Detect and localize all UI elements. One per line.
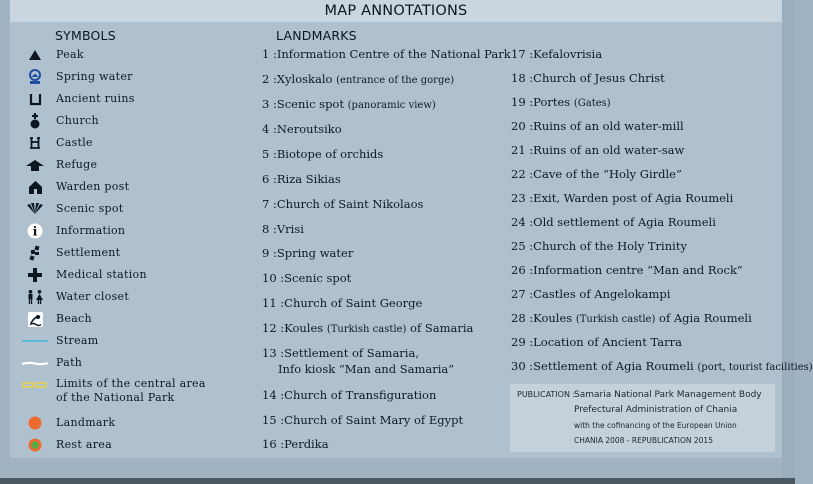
landmark-number: 3 :: [262, 97, 277, 111]
landmark-suffix: of Agia Roumeli: [655, 311, 752, 325]
landmark-item: [262, 246, 353, 262]
landmark-item: [511, 143, 684, 159]
landmark-number: 4 :: [262, 122, 277, 136]
scenic-spot-icon: [22, 199, 48, 219]
landmark-item: [511, 215, 716, 231]
landmark-number: 28 :: [511, 311, 534, 325]
ruins-icon: [22, 89, 48, 109]
symbol-row-medical-station: [22, 265, 262, 285]
symbol-label: Information: [56, 224, 126, 237]
symbol-label: Rest area: [56, 438, 112, 451]
symbol-label: Ancient ruins: [56, 92, 135, 105]
landmark-number: 26 :: [511, 263, 534, 277]
landmark-name: Neroutsiko: [276, 122, 342, 136]
landmark-note: (entrance of the gorge): [336, 75, 455, 86]
symbol-label: Medical station: [56, 268, 147, 281]
landmark-item: [511, 239, 687, 255]
landmark-note: (Turkish castle): [575, 314, 656, 325]
refuge-icon: [22, 155, 48, 175]
warden-post-icon: [22, 177, 48, 197]
water-closet-icon: [22, 287, 48, 307]
landmark-name: Xyloskalo: [276, 72, 337, 86]
landmark-number: 10 :: [262, 271, 285, 285]
landmark-name: Settlement of Agia Roumeli: [533, 359, 698, 373]
landmark-name: Church of Transfiguration: [284, 388, 437, 402]
landmark-item: [262, 413, 463, 429]
landmark-number: 16 :: [262, 437, 285, 451]
landmark-number: 18 :: [511, 71, 534, 85]
landmark-item: [511, 71, 665, 87]
landmark-name: Castles of Angelokampi: [533, 287, 671, 301]
landmark-number: 5 :: [262, 147, 277, 161]
symbol-label: Landmark: [56, 416, 116, 429]
medical-station-icon: [22, 265, 48, 285]
landmark-number: 15 :: [262, 413, 285, 427]
landmark-name: Scenic spot: [284, 271, 352, 285]
castle-icon: [22, 133, 48, 153]
landmark-item: [262, 271, 351, 287]
landmark-note: (panoramic view): [347, 100, 436, 111]
symbol-label: Warden post: [56, 180, 130, 193]
landmark-name: Church of Saint Nikolaos: [276, 197, 424, 211]
landmark-number: 14 :: [262, 388, 285, 402]
landmark-item: [262, 47, 511, 63]
landmark-item: [262, 97, 436, 113]
landmark-number: 13 :: [262, 346, 285, 360]
landmark-name: Scenic spot: [276, 97, 348, 111]
landmark-item: [262, 296, 422, 312]
landmark-item: [511, 119, 684, 135]
landmark-name: Koules: [284, 321, 327, 335]
landmark-item: [511, 359, 813, 375]
settlement-icon: [22, 243, 48, 263]
landmark-item: [511, 311, 752, 327]
symbol-label-line2: of the National Park: [56, 391, 175, 404]
page-title: MAP ANNOTATIONS: [10, 0, 782, 22]
landmark-item: [511, 47, 602, 63]
symbol-row-beach: [22, 309, 262, 329]
symbol-label: Settlement: [56, 246, 121, 259]
right-edge: [782, 0, 795, 478]
symbol-row-limits: [22, 377, 262, 409]
landmark-number: 1 :: [262, 47, 277, 61]
landmark-number: 29 :: [511, 335, 534, 349]
rest-area-icon: [22, 435, 48, 455]
landmark-number: 21 :: [511, 143, 534, 157]
landmark-icon: [22, 413, 48, 433]
symbol-row-warden-post: [22, 177, 262, 197]
landmark-name: Information centre “Man and Rock”: [533, 263, 743, 277]
landmark-item: [262, 346, 454, 377]
symbol-label: [56, 377, 206, 405]
landmark-number: 7 :: [262, 197, 277, 211]
landmark-name: Church of Saint George: [284, 296, 423, 310]
landmark-item: [511, 335, 682, 351]
symbol-row-castle: [22, 133, 262, 153]
landmarks-heading: LANDMARKS: [276, 28, 357, 43]
landmark-name: Perdika: [284, 437, 329, 451]
landmark-item: [262, 437, 329, 453]
landmark-name: Old settlement of Agia Roumeli: [533, 215, 716, 229]
landmark-number: 9 :: [262, 246, 277, 260]
landmark-name: Ruins of an old water-mill: [533, 119, 684, 133]
landmark-note: (port, tourist facilities): [697, 362, 813, 373]
landmark-note: (Gates): [573, 98, 611, 109]
landmark-item: [262, 172, 341, 188]
landmark-name: Settlement of Samaria,: [284, 346, 419, 360]
symbol-label: Path: [56, 356, 83, 369]
landmark-note: (Turkish castle): [326, 324, 407, 335]
landmark-name: Church of Saint Mary of Egypt: [284, 413, 464, 427]
landmark-number: 22 :: [511, 167, 534, 181]
landmark-item: [511, 191, 733, 207]
symbol-label-line1: Limits of the central area: [56, 377, 206, 390]
information-icon: [22, 221, 48, 241]
symbol-label: Water closet: [56, 290, 130, 303]
landmark-number: 12 :: [262, 321, 285, 335]
landmark-item: [511, 287, 670, 303]
landmark-name: Vrisi: [276, 222, 304, 236]
symbol-label: Peak: [56, 48, 84, 61]
symbol-row-path: [22, 353, 262, 373]
path-icon: [22, 353, 48, 373]
symbol-row-church: [22, 111, 262, 131]
spring-water-icon: [22, 67, 48, 87]
landmark-suffix: of Samaria: [406, 321, 474, 335]
landmark-item: [511, 167, 682, 183]
landmark-item: [262, 122, 342, 138]
landmark-number: 27 :: [511, 287, 534, 301]
landmark-name: Information Centre of the National Park: [276, 47, 511, 61]
symbol-row-peak: [22, 45, 262, 65]
landmark-item: [262, 388, 436, 404]
landmark-name: Spring water: [276, 246, 354, 260]
landmark-line-2: Info kiosk “Man and Samaria”: [278, 362, 455, 376]
symbol-row-stream: [22, 331, 262, 351]
symbol-row-refuge: [22, 155, 262, 175]
symbols-heading: SYMBOLS: [55, 28, 116, 43]
landmark-item: [262, 72, 454, 88]
publication-line-2: Prefectural Administration of Chania: [574, 405, 738, 415]
limits-icon: [22, 377, 48, 393]
landmark-name: Church of Jesus Christ: [533, 71, 665, 85]
svg-text:i: i: [32, 224, 38, 239]
landmark-number: 6 :: [262, 172, 277, 186]
landmark-number: 23 :: [511, 191, 534, 205]
landmark-name: Church of the Holy Trinity: [533, 239, 687, 253]
beach-icon: [22, 309, 48, 329]
landmark-number: 20 :: [511, 119, 534, 133]
symbol-row-landmark: [22, 413, 262, 433]
stream-line: [22, 340, 48, 342]
publication-box: [510, 384, 775, 452]
landmark-item: [511, 95, 611, 111]
landmark-number: 2 :: [262, 72, 277, 86]
bottom-band: [0, 478, 795, 484]
symbol-label: Stream: [56, 334, 99, 347]
landmark-item: [262, 147, 383, 163]
landmark-name: Ruins of an old water-saw: [533, 143, 685, 157]
landmark-number: 24 :: [511, 215, 534, 229]
landmark-name: Riza Sikias: [276, 172, 341, 186]
symbol-label: Refuge: [56, 158, 98, 171]
landmark-item: [262, 321, 473, 337]
landmark-item: [262, 197, 423, 213]
symbol-label: Spring water: [56, 70, 133, 83]
publication-label: PUBLICATION :: [517, 390, 576, 399]
church-icon: [22, 111, 48, 131]
symbol-row-ancient-ruins: [22, 89, 262, 109]
symbol-label: Scenic spot: [56, 202, 124, 215]
landmark-name: Cave of the “Holy Girdle”: [533, 167, 682, 181]
symbol-label: Church: [56, 114, 99, 127]
symbol-row-scenic-spot: [22, 199, 262, 219]
landmark-name: Portes: [533, 95, 574, 109]
symbol-row-water-closet: [22, 287, 262, 307]
publication-line-1: Samaria National Park Management Body: [574, 390, 762, 400]
publication-line-4: CHANIA 2008 - REPUBLICATION 2015: [574, 436, 713, 445]
landmark-number: 25 :: [511, 239, 534, 253]
publication-line-3: with the cofinancing of the European Union: [574, 421, 737, 430]
stream-icon: [22, 331, 48, 351]
landmark-item: [511, 263, 743, 279]
symbol-row-information: [22, 221, 262, 241]
landmark-number: 11 :: [262, 296, 285, 310]
landmark-name: Location of Ancient Tarra: [533, 335, 682, 349]
landmark-number: 8 :: [262, 222, 277, 236]
peak-icon: [22, 45, 48, 65]
symbol-label: Beach: [56, 312, 92, 325]
symbol-label: Castle: [56, 136, 93, 149]
landmark-number: 19 :: [511, 95, 534, 109]
symbol-row-rest-area: [22, 435, 262, 455]
landmark-item: [262, 222, 304, 238]
landmark-name: Koules: [533, 311, 576, 325]
landmark-number: 30 :: [511, 359, 534, 373]
landmark-name: Kefalovrisia: [533, 47, 603, 61]
landmark-number: 17 :: [511, 47, 534, 61]
symbol-row-settlement: [22, 243, 262, 263]
landmark-name: Biotope of orchids: [276, 147, 384, 161]
symbol-row-spring-water: [22, 67, 262, 87]
landmark-name: Exit, Warden post of Agia Roumeli: [533, 191, 734, 205]
